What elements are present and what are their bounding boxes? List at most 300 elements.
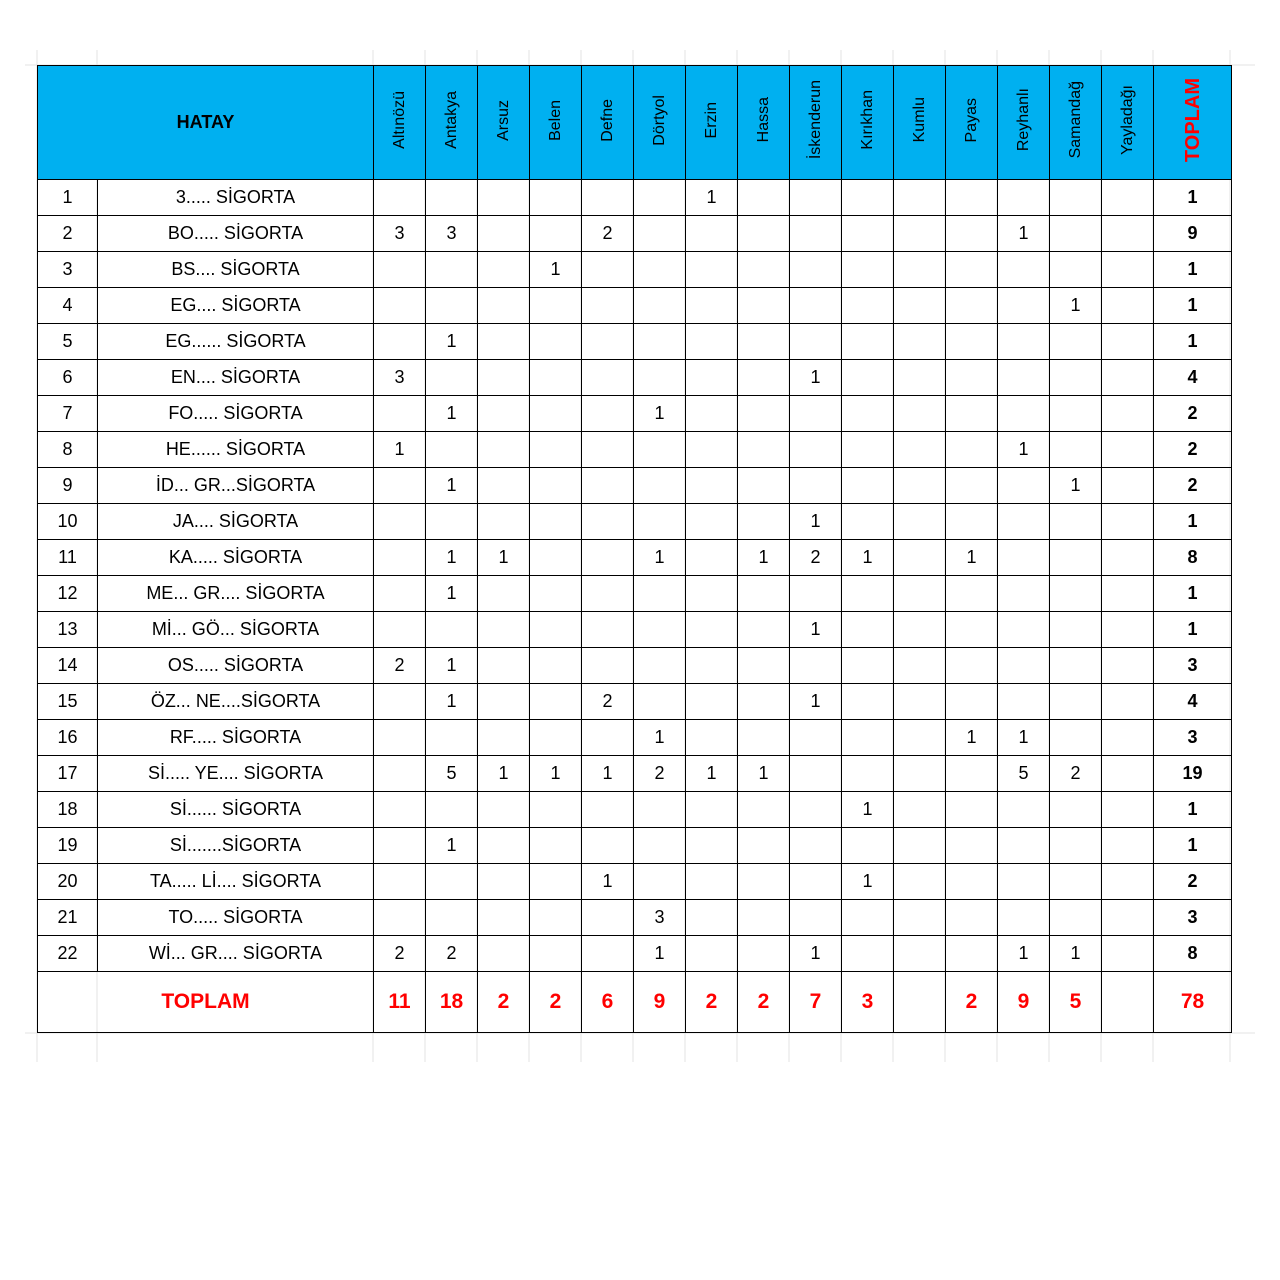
district-count-cell[interactable]: [1102, 792, 1154, 828]
district-count-cell[interactable]: [582, 936, 634, 972]
district-count-cell[interactable]: 1: [998, 216, 1050, 252]
total-header[interactable]: [1154, 66, 1232, 180]
district-count-cell[interactable]: [374, 612, 426, 648]
district-count-cell[interactable]: [374, 720, 426, 756]
district-count-cell[interactable]: 2: [426, 936, 478, 972]
district-count-cell[interactable]: [998, 396, 1050, 432]
district-count-cell[interactable]: [790, 216, 842, 252]
district-total-cell[interactable]: 18: [426, 972, 478, 1033]
district-count-cell[interactable]: [478, 252, 530, 288]
district-count-cell[interactable]: 1: [582, 864, 634, 900]
district-count-cell[interactable]: [1050, 864, 1102, 900]
district-count-cell[interactable]: [738, 576, 790, 612]
district-count-cell[interactable]: [686, 288, 738, 324]
district-count-cell[interactable]: [1102, 576, 1154, 612]
company-name-cell[interactable]: JA.... SİGORTA: [98, 504, 374, 540]
district-count-cell[interactable]: [634, 504, 686, 540]
district-count-cell[interactable]: [1050, 792, 1102, 828]
district-count-cell[interactable]: [738, 792, 790, 828]
district-count-cell[interactable]: [1050, 828, 1102, 864]
district-count-cell[interactable]: [582, 288, 634, 324]
district-count-cell[interactable]: [946, 756, 998, 792]
district-count-cell[interactable]: [530, 828, 582, 864]
district-count-cell[interactable]: [1102, 612, 1154, 648]
district-count-cell[interactable]: [1102, 936, 1154, 972]
company-name-cell[interactable]: Sİ...... SİGORTA: [98, 792, 374, 828]
district-count-cell[interactable]: [946, 684, 998, 720]
district-count-cell[interactable]: [582, 720, 634, 756]
district-count-cell[interactable]: [426, 432, 478, 468]
district-count-cell[interactable]: [842, 720, 894, 756]
district-count-cell[interactable]: [530, 396, 582, 432]
district-count-cell[interactable]: [374, 900, 426, 936]
district-count-cell[interactable]: [842, 504, 894, 540]
district-count-cell[interactable]: 2: [374, 648, 426, 684]
district-count-cell[interactable]: [842, 216, 894, 252]
row-number-cell[interactable]: 4: [38, 288, 98, 324]
district-count-cell[interactable]: [998, 576, 1050, 612]
district-count-cell[interactable]: [582, 360, 634, 396]
district-count-cell[interactable]: [946, 360, 998, 396]
district-count-cell[interactable]: [1050, 180, 1102, 216]
company-name-cell[interactable]: EG...... SİGORTA: [98, 324, 374, 360]
district-count-cell[interactable]: [686, 612, 738, 648]
district-count-cell[interactable]: 1: [686, 756, 738, 792]
district-count-cell[interactable]: [1050, 576, 1102, 612]
district-count-cell[interactable]: [790, 324, 842, 360]
district-count-cell[interactable]: [1102, 828, 1154, 864]
district-count-cell[interactable]: 1: [426, 468, 478, 504]
district-count-cell[interactable]: [894, 648, 946, 684]
district-count-cell[interactable]: [582, 648, 634, 684]
district-count-cell[interactable]: [478, 360, 530, 396]
totals-label-cell[interactable]: TOPLAM: [38, 972, 374, 1033]
company-name-cell[interactable]: BO..... SİGORTA: [98, 216, 374, 252]
district-count-cell[interactable]: [946, 900, 998, 936]
district-count-cell[interactable]: [894, 468, 946, 504]
district-count-cell[interactable]: [998, 828, 1050, 864]
district-count-cell[interactable]: 5: [426, 756, 478, 792]
district-count-cell[interactable]: [738, 720, 790, 756]
row-number-cell[interactable]: 5: [38, 324, 98, 360]
district-count-cell[interactable]: [842, 288, 894, 324]
district-count-cell[interactable]: [530, 180, 582, 216]
district-count-cell[interactable]: [686, 936, 738, 972]
district-count-cell[interactable]: [790, 396, 842, 432]
district-count-cell[interactable]: [998, 504, 1050, 540]
district-count-cell[interactable]: [790, 468, 842, 504]
district-count-cell[interactable]: [374, 252, 426, 288]
district-count-cell[interactable]: 1: [426, 648, 478, 684]
company-name-cell[interactable]: İD... GR...SİGORTA: [98, 468, 374, 504]
district-count-cell[interactable]: [1102, 324, 1154, 360]
district-count-cell[interactable]: [426, 288, 478, 324]
district-count-cell[interactable]: [894, 540, 946, 576]
district-count-cell[interactable]: [894, 504, 946, 540]
company-name-cell[interactable]: ME... GR.... SİGORTA: [98, 576, 374, 612]
row-total-cell[interactable]: 1: [1154, 612, 1232, 648]
row-total-cell[interactable]: 1: [1154, 180, 1232, 216]
district-count-cell[interactable]: 1: [790, 504, 842, 540]
district-count-cell[interactable]: [790, 648, 842, 684]
district-count-cell[interactable]: [1102, 396, 1154, 432]
row-total-cell[interactable]: 19: [1154, 756, 1232, 792]
district-count-cell[interactable]: [790, 720, 842, 756]
district-count-cell[interactable]: [686, 216, 738, 252]
row-total-cell[interactable]: 1: [1154, 792, 1232, 828]
district-count-cell[interactable]: 1: [738, 756, 790, 792]
district-count-cell[interactable]: [686, 648, 738, 684]
row-number-cell[interactable]: 19: [38, 828, 98, 864]
district-count-cell[interactable]: [738, 648, 790, 684]
district-count-cell[interactable]: [426, 720, 478, 756]
row-number-cell[interactable]: 1: [38, 180, 98, 216]
district-count-cell[interactable]: 1: [790, 684, 842, 720]
district-header[interactable]: [582, 66, 634, 180]
row-number-cell[interactable]: 7: [38, 396, 98, 432]
district-count-cell[interactable]: [946, 432, 998, 468]
district-count-cell[interactable]: [1050, 540, 1102, 576]
row-total-cell[interactable]: 3: [1154, 720, 1232, 756]
district-count-cell[interactable]: [738, 360, 790, 396]
district-count-cell[interactable]: [894, 792, 946, 828]
district-count-cell[interactable]: [478, 612, 530, 648]
district-count-cell[interactable]: [478, 432, 530, 468]
district-count-cell[interactable]: 1: [478, 756, 530, 792]
district-count-cell[interactable]: [478, 864, 530, 900]
district-count-cell[interactable]: [790, 864, 842, 900]
district-count-cell[interactable]: [582, 252, 634, 288]
district-count-cell[interactable]: [1050, 684, 1102, 720]
row-number-cell[interactable]: 2: [38, 216, 98, 252]
district-count-cell[interactable]: [946, 504, 998, 540]
district-count-cell[interactable]: [634, 324, 686, 360]
district-count-cell[interactable]: [374, 504, 426, 540]
row-number-cell[interactable]: 14: [38, 648, 98, 684]
district-count-cell[interactable]: 3: [426, 216, 478, 252]
district-count-cell[interactable]: [530, 612, 582, 648]
district-count-cell[interactable]: 1: [842, 540, 894, 576]
district-count-cell[interactable]: [478, 576, 530, 612]
row-total-cell[interactable]: 2: [1154, 396, 1232, 432]
district-total-cell[interactable]: 2: [738, 972, 790, 1033]
district-count-cell[interactable]: [530, 324, 582, 360]
district-count-cell[interactable]: [634, 828, 686, 864]
row-number-cell[interactable]: 11: [38, 540, 98, 576]
district-count-cell[interactable]: [790, 900, 842, 936]
district-count-cell[interactable]: [946, 576, 998, 612]
district-count-cell[interactable]: [790, 828, 842, 864]
district-count-cell[interactable]: [686, 576, 738, 612]
district-count-cell[interactable]: [946, 180, 998, 216]
district-count-cell[interactable]: [686, 360, 738, 396]
row-number-cell[interactable]: 20: [38, 864, 98, 900]
row-total-cell[interactable]: 9: [1154, 216, 1232, 252]
district-count-cell[interactable]: [738, 936, 790, 972]
district-count-cell[interactable]: [374, 792, 426, 828]
company-name-cell[interactable]: TA..... Lİ.... SİGORTA: [98, 864, 374, 900]
district-count-cell[interactable]: [1102, 864, 1154, 900]
row-total-cell[interactable]: 1: [1154, 252, 1232, 288]
district-count-cell[interactable]: [842, 576, 894, 612]
district-count-cell[interactable]: [842, 684, 894, 720]
district-count-cell[interactable]: 1: [426, 396, 478, 432]
district-total-cell[interactable]: 7: [790, 972, 842, 1033]
district-count-cell[interactable]: [686, 828, 738, 864]
district-count-cell[interactable]: [1102, 504, 1154, 540]
district-count-cell[interactable]: [842, 180, 894, 216]
district-count-cell[interactable]: [738, 180, 790, 216]
district-count-cell[interactable]: [790, 432, 842, 468]
district-count-cell[interactable]: 2: [582, 684, 634, 720]
district-count-cell[interactable]: [790, 756, 842, 792]
district-count-cell[interactable]: [998, 792, 1050, 828]
district-total-cell[interactable]: [1102, 972, 1154, 1033]
district-header[interactable]: [374, 66, 426, 180]
district-header[interactable]: [634, 66, 686, 180]
district-count-cell[interactable]: [842, 432, 894, 468]
district-count-cell[interactable]: [790, 288, 842, 324]
district-count-cell[interactable]: [634, 252, 686, 288]
company-name-cell[interactable]: TO..... SİGORTA: [98, 900, 374, 936]
district-count-cell[interactable]: [998, 288, 1050, 324]
district-count-cell[interactable]: [374, 828, 426, 864]
district-count-cell[interactable]: [1102, 252, 1154, 288]
district-count-cell[interactable]: 1: [1050, 288, 1102, 324]
district-count-cell[interactable]: [478, 828, 530, 864]
district-count-cell[interactable]: [894, 756, 946, 792]
district-count-cell[interactable]: [1050, 396, 1102, 432]
district-header[interactable]: [530, 66, 582, 180]
district-count-cell[interactable]: [998, 468, 1050, 504]
district-count-cell[interactable]: [478, 396, 530, 432]
company-name-cell[interactable]: EN.... SİGORTA: [98, 360, 374, 396]
company-name-cell[interactable]: HE...... SİGORTA: [98, 432, 374, 468]
district-count-cell[interactable]: [530, 900, 582, 936]
district-count-cell[interactable]: 1: [686, 180, 738, 216]
row-total-cell[interactable]: 2: [1154, 864, 1232, 900]
district-count-cell[interactable]: [1102, 720, 1154, 756]
district-count-cell[interactable]: [686, 504, 738, 540]
company-name-cell[interactable]: Mİ... GÖ... SİGORTA: [98, 612, 374, 648]
district-count-cell[interactable]: [738, 288, 790, 324]
district-count-cell[interactable]: [1050, 360, 1102, 396]
district-count-cell[interactable]: [478, 720, 530, 756]
district-count-cell[interactable]: [842, 360, 894, 396]
row-total-cell[interactable]: 4: [1154, 360, 1232, 396]
district-count-cell[interactable]: 2: [582, 216, 634, 252]
district-count-cell[interactable]: 1: [946, 540, 998, 576]
district-count-cell[interactable]: [634, 792, 686, 828]
district-count-cell[interactable]: 1: [998, 936, 1050, 972]
district-count-cell[interactable]: [426, 252, 478, 288]
company-name-cell[interactable]: OS..... SİGORTA: [98, 648, 374, 684]
district-count-cell[interactable]: [582, 396, 634, 432]
district-count-cell[interactable]: [634, 684, 686, 720]
row-total-cell[interactable]: 2: [1154, 432, 1232, 468]
row-total-cell[interactable]: 1: [1154, 504, 1232, 540]
district-count-cell[interactable]: [1050, 900, 1102, 936]
district-count-cell[interactable]: [842, 936, 894, 972]
district-header[interactable]: [478, 66, 530, 180]
district-count-cell[interactable]: [738, 864, 790, 900]
district-count-cell[interactable]: [530, 540, 582, 576]
district-count-cell[interactable]: [946, 864, 998, 900]
row-number-cell[interactable]: 6: [38, 360, 98, 396]
row-number-cell[interactable]: 15: [38, 684, 98, 720]
district-header[interactable]: [894, 66, 946, 180]
row-total-cell[interactable]: 8: [1154, 540, 1232, 576]
district-count-cell[interactable]: [738, 900, 790, 936]
district-count-cell[interactable]: 1: [426, 540, 478, 576]
district-count-cell[interactable]: [1050, 612, 1102, 648]
district-count-cell[interactable]: 3: [374, 360, 426, 396]
district-count-cell[interactable]: 1: [998, 720, 1050, 756]
district-count-cell[interactable]: [894, 936, 946, 972]
district-count-cell[interactable]: [426, 180, 478, 216]
district-total-cell[interactable]: 2: [530, 972, 582, 1033]
row-number-cell[interactable]: 21: [38, 900, 98, 936]
district-count-cell[interactable]: [738, 828, 790, 864]
district-count-cell[interactable]: [582, 828, 634, 864]
district-count-cell[interactable]: [686, 900, 738, 936]
district-count-cell[interactable]: [478, 468, 530, 504]
district-count-cell[interactable]: [582, 504, 634, 540]
district-count-cell[interactable]: [894, 324, 946, 360]
district-count-cell[interactable]: 1: [842, 792, 894, 828]
district-count-cell[interactable]: [530, 648, 582, 684]
district-count-cell[interactable]: [582, 432, 634, 468]
district-count-cell[interactable]: 2: [374, 936, 426, 972]
district-count-cell[interactable]: 3: [634, 900, 686, 936]
district-total-cell[interactable]: 5: [1050, 972, 1102, 1033]
district-count-cell[interactable]: [426, 360, 478, 396]
district-total-cell[interactable]: 9: [634, 972, 686, 1033]
district-count-cell[interactable]: [894, 288, 946, 324]
district-count-cell[interactable]: [894, 360, 946, 396]
district-count-cell[interactable]: [1102, 540, 1154, 576]
region-title[interactable]: HATAY: [38, 66, 374, 180]
row-total-cell[interactable]: 4: [1154, 684, 1232, 720]
row-number-cell[interactable]: 16: [38, 720, 98, 756]
district-count-cell[interactable]: [842, 468, 894, 504]
district-count-cell[interactable]: [1050, 648, 1102, 684]
district-count-cell[interactable]: [530, 216, 582, 252]
district-count-cell[interactable]: [842, 756, 894, 792]
district-header[interactable]: [1102, 66, 1154, 180]
district-count-cell[interactable]: [946, 468, 998, 504]
district-count-cell[interactable]: 1: [634, 540, 686, 576]
district-count-cell[interactable]: [998, 360, 1050, 396]
row-total-cell[interactable]: 1: [1154, 324, 1232, 360]
district-count-cell[interactable]: [946, 792, 998, 828]
district-count-cell[interactable]: [686, 432, 738, 468]
district-count-cell[interactable]: 1: [426, 324, 478, 360]
district-header[interactable]: [842, 66, 894, 180]
district-count-cell[interactable]: [374, 468, 426, 504]
district-count-cell[interactable]: [1102, 756, 1154, 792]
company-name-cell[interactable]: Sİ.......SİGORTA: [98, 828, 374, 864]
district-total-cell[interactable]: 11: [374, 972, 426, 1033]
district-count-cell[interactable]: [998, 612, 1050, 648]
district-count-cell[interactable]: [842, 252, 894, 288]
district-count-cell[interactable]: [894, 900, 946, 936]
district-count-cell[interactable]: [738, 252, 790, 288]
district-count-cell[interactable]: [738, 432, 790, 468]
district-count-cell[interactable]: 1: [478, 540, 530, 576]
district-count-cell[interactable]: [842, 828, 894, 864]
row-total-cell[interactable]: 8: [1154, 936, 1232, 972]
district-count-cell[interactable]: [946, 324, 998, 360]
district-count-cell[interactable]: [842, 324, 894, 360]
district-count-cell[interactable]: [842, 396, 894, 432]
district-count-cell[interactable]: [374, 540, 426, 576]
district-count-cell[interactable]: [1102, 468, 1154, 504]
district-count-cell[interactable]: [374, 288, 426, 324]
district-count-cell[interactable]: 2: [634, 756, 686, 792]
district-count-cell[interactable]: 2: [1050, 756, 1102, 792]
district-count-cell[interactable]: [1102, 360, 1154, 396]
district-count-cell[interactable]: 1: [374, 432, 426, 468]
district-count-cell[interactable]: [686, 792, 738, 828]
district-count-cell[interactable]: [1102, 684, 1154, 720]
district-count-cell[interactable]: 1: [426, 576, 478, 612]
district-count-cell[interactable]: [478, 504, 530, 540]
district-count-cell[interactable]: [842, 900, 894, 936]
district-count-cell[interactable]: [530, 576, 582, 612]
district-count-cell[interactable]: [894, 252, 946, 288]
district-count-cell[interactable]: [946, 648, 998, 684]
company-name-cell[interactable]: Sİ..... YE.... SİGORTA: [98, 756, 374, 792]
district-count-cell[interactable]: [1050, 720, 1102, 756]
district-count-cell[interactable]: [946, 828, 998, 864]
district-count-cell[interactable]: [582, 540, 634, 576]
district-count-cell[interactable]: [530, 792, 582, 828]
district-count-cell[interactable]: 1: [790, 936, 842, 972]
district-count-cell[interactable]: [790, 252, 842, 288]
district-count-cell[interactable]: [998, 900, 1050, 936]
district-count-cell[interactable]: [998, 324, 1050, 360]
district-count-cell[interactable]: [634, 432, 686, 468]
company-name-cell[interactable]: Wİ... GR.... SİGORTA: [98, 936, 374, 972]
district-count-cell[interactable]: 1: [634, 720, 686, 756]
district-count-cell[interactable]: [478, 684, 530, 720]
district-total-cell[interactable]: 2: [478, 972, 530, 1033]
district-count-cell[interactable]: 1: [634, 936, 686, 972]
district-count-cell[interactable]: [790, 180, 842, 216]
district-total-cell[interactable]: 3: [842, 972, 894, 1033]
district-count-cell[interactable]: [530, 720, 582, 756]
district-count-cell[interactable]: [478, 216, 530, 252]
district-count-cell[interactable]: [530, 864, 582, 900]
district-count-cell[interactable]: [686, 468, 738, 504]
district-count-cell[interactable]: [790, 576, 842, 612]
district-count-cell[interactable]: [894, 684, 946, 720]
district-count-cell[interactable]: [738, 396, 790, 432]
row-total-cell[interactable]: 2: [1154, 468, 1232, 504]
district-count-cell[interactable]: [582, 792, 634, 828]
district-count-cell[interactable]: 1: [946, 720, 998, 756]
district-count-cell[interactable]: [946, 216, 998, 252]
row-total-cell[interactable]: 3: [1154, 648, 1232, 684]
district-count-cell[interactable]: 1: [530, 252, 582, 288]
district-count-cell[interactable]: [946, 612, 998, 648]
district-count-cell[interactable]: [686, 684, 738, 720]
grand-total-cell[interactable]: 78: [1154, 972, 1232, 1033]
district-count-cell[interactable]: [738, 504, 790, 540]
district-count-cell[interactable]: [998, 180, 1050, 216]
district-count-cell[interactable]: [1102, 216, 1154, 252]
